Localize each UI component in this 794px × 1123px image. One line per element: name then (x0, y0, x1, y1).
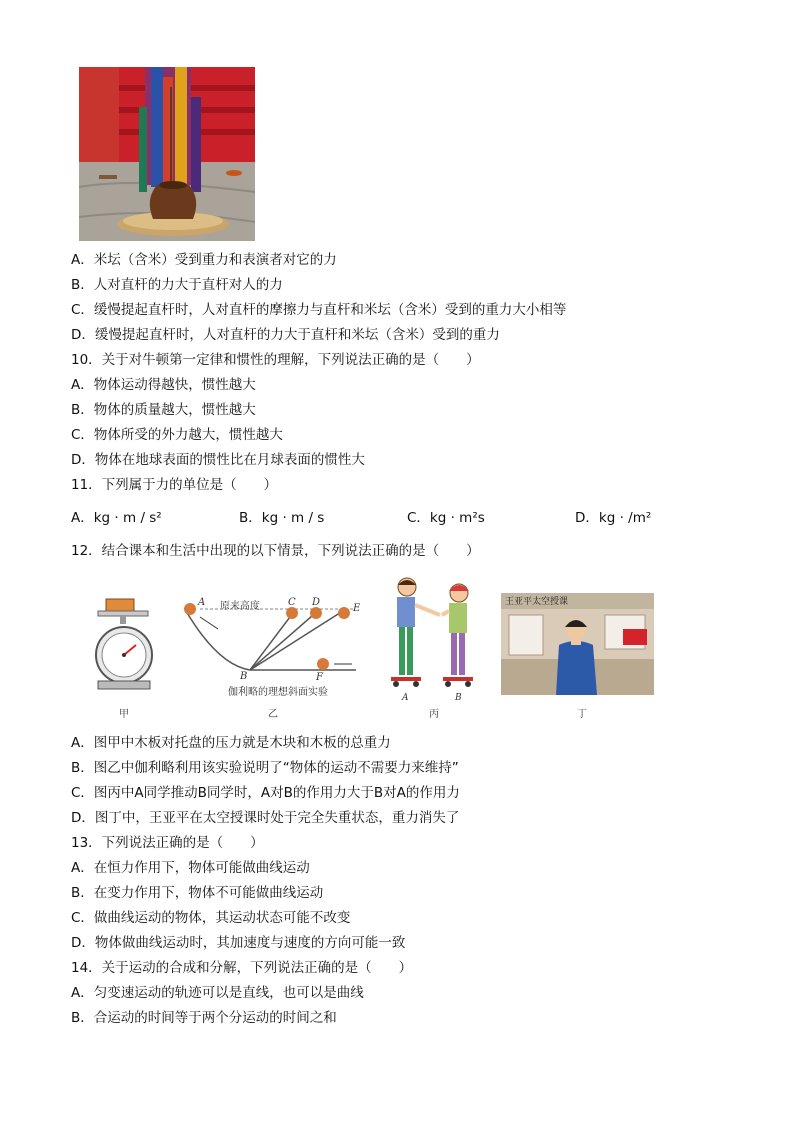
q11-stem: 11．下列属于力的单位是（ ） (71, 477, 278, 493)
q13-option-c: C．做曲线运动的物体，其运动状态可能不改变 (71, 910, 351, 926)
figure-yi-point-a: A (198, 597, 206, 608)
q13-option-d: D．物体做曲线运动时，其加速度与速度的方向可能一致 (71, 935, 406, 951)
q9-option-b: B．人对直杆的力大于直杆对人的力 (71, 277, 283, 293)
figure-yi-point-f: F (316, 672, 323, 683)
q12-stem: 12．结合课本和生活中出现的以下情景，下列说法正确的是（ ） (71, 543, 480, 559)
q11-option-c: C．kg · m²s (407, 510, 485, 526)
q9-option-d: D．缓慢提起直杆时，人对直杆的力大于直杆和米坛（含米）受到的重力 (71, 327, 500, 343)
figure-yi-point-b: B (240, 671, 248, 682)
q11-option-a: A．kg · m / s² (71, 510, 162, 526)
figure-jia-caption: 甲 (119, 709, 129, 720)
q13-stem: 13．下列说法正确的是（ ） (71, 835, 264, 851)
performer-rice-jar-photo (79, 67, 255, 241)
figure-bing-person-b: B (455, 693, 462, 703)
q13-option-a: A．在恒力作用下，物体可能做曲线运动 (71, 860, 310, 876)
q14-option-a: A．匀变速运动的轨迹可以是直线，也可以是曲线 (71, 985, 364, 1001)
figure-yi-title: 伽利略的理想斜面实验 (228, 687, 328, 698)
figure-ding-caption: 丁 (577, 709, 587, 720)
q10-stem: 10．关于对牛顿第一定律和惯性的理解，下列说法正确的是（ ） (71, 352, 480, 368)
q9-option-c: C．缓慢提起直杆时，人对直杆的摩擦力与直杆和米坛（含米）受到的重力大小相等 (71, 302, 567, 318)
q12-option-b: B．图乙中伽利略利用该实验说明了“物体的运动不需要力来维持” (71, 760, 459, 776)
q10-option-c: C．物体所受的外力越大，惯性越大 (71, 427, 283, 443)
q11-option-d: D．kg · /m² (575, 510, 652, 526)
figure-yi-caption: 乙 (268, 709, 278, 720)
figure-bing-person-a: A (402, 693, 409, 703)
figure-bing-caption: 丙 (429, 709, 439, 720)
figure-yi-galileo-incline (178, 575, 363, 720)
q12-option-c: C．图丙中A同学推动B同学时，A对B的作用力大于B对A的作用力 (71, 785, 460, 801)
q12-option-d: D．图丁中，王亚平在太空授课时处于完全失重状态，重力消失了 (71, 810, 460, 826)
q10-option-a: A．物体运动得越快，惯性越大 (71, 377, 256, 393)
figure-bing-students (385, 575, 485, 720)
figure-yi-point-c: C (288, 597, 296, 608)
q13-option-b: B．在变力作用下，物体不可能做曲线运动 (71, 885, 324, 901)
q14-option-b: B．合运动的时间等于两个分运动的时间之和 (71, 1010, 337, 1026)
q9-option-a: A．米坛（含米）受到重力和表演者对它的力 (71, 252, 337, 268)
q12-option-a: A．图甲中木板对托盘的压力就是木块和木板的总重力 (71, 735, 391, 751)
figure-jia-scale (90, 575, 160, 720)
q10-option-d: D．物体在地球表面的惯性比在月球表面的惯性大 (71, 452, 365, 468)
figure-yi-point-e: E (353, 603, 361, 614)
q11-option-b: B．kg · m / s (239, 510, 325, 526)
q14-stem: 14．关于运动的合成和分解，下列说法正确的是（ ） (71, 960, 413, 976)
figure-ding-space-class (501, 593, 654, 720)
figure-yi-point-d: D (312, 597, 321, 608)
figure-ding-banner: 王亚平太空授课 (505, 597, 569, 607)
figure-yi-height-label: 原来高度 (220, 601, 260, 612)
q10-option-b: B．物体的质量越大，惯性越大 (71, 402, 256, 418)
